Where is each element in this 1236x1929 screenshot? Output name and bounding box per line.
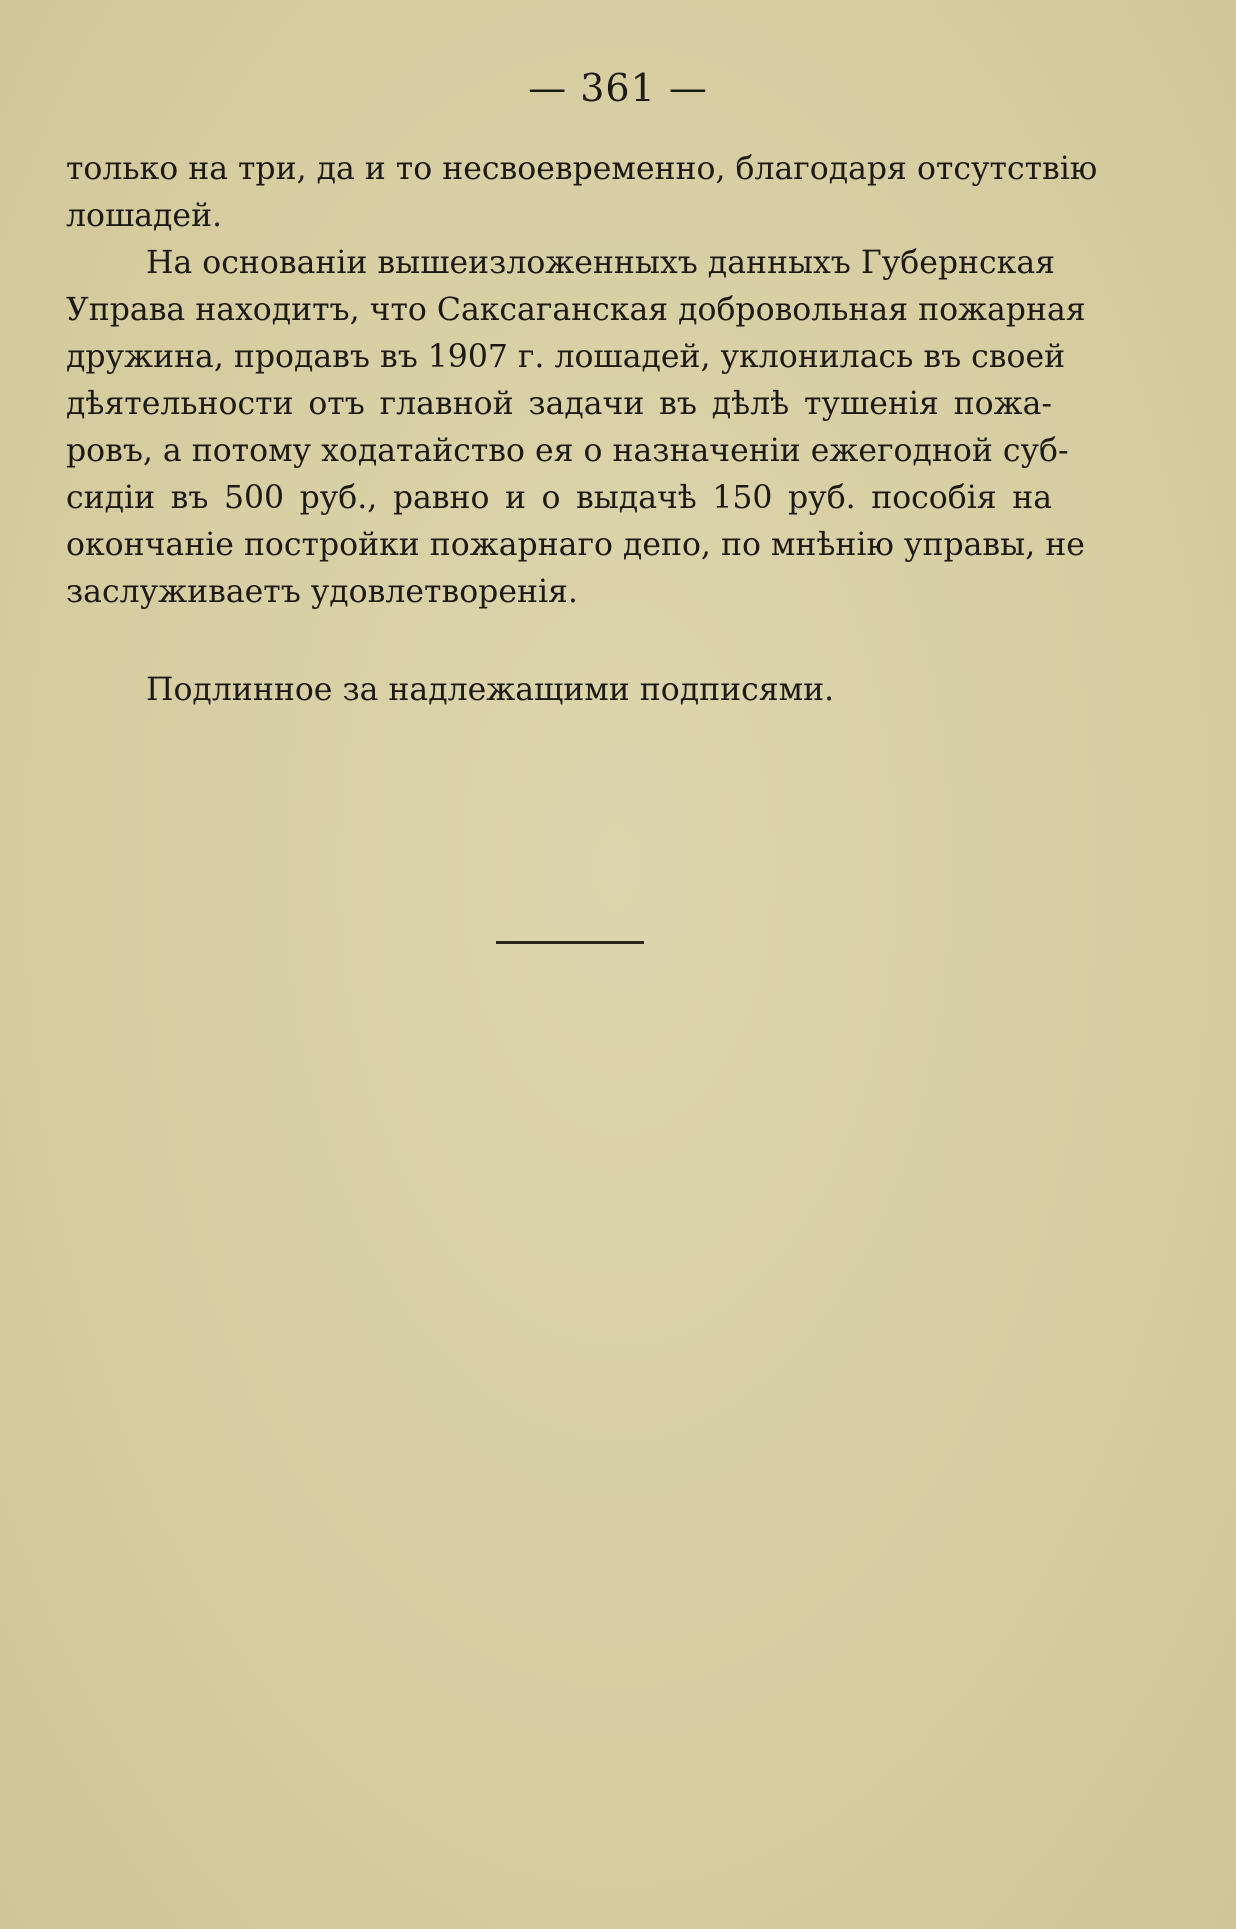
text-line: только на три, да и то несвоевременно, благодаря отсутствію bbox=[66, 151, 1098, 187]
text-line: дѣятельности отъ главной задачи въ дѣлѣ тушенія пожа- bbox=[66, 386, 1052, 422]
text-line: сидіи въ 500 руб., равно и о выдачѣ 150 руб. пособія на bbox=[66, 480, 1052, 516]
text-line: дружина, продавъ въ 1907 г. лошадей, уклонилась въ своей bbox=[66, 339, 1066, 375]
text-line: окончаніе постройки пожарнаго депо, по мнѣнію управы, не bbox=[66, 527, 1085, 563]
signature-note: Подлинное за надлежащими подписями. bbox=[146, 672, 835, 708]
page-number: — 361 — bbox=[528, 66, 708, 110]
text-line: ровъ, а потому ходатайство ея о назначеніи ежегодной суб- bbox=[66, 433, 1069, 469]
body-text bbox=[66, 146, 1098, 616]
text-line: Управа находитъ, что Саксаганская добровольная пожарная bbox=[66, 292, 1086, 328]
paragraph-first-line: На основаніи вышеизложенныхъ данныхъ Губернская bbox=[146, 245, 1055, 281]
horizontal-rule bbox=[496, 941, 644, 944]
text-line: лошадей. bbox=[66, 198, 223, 234]
text-line: заслуживаетъ удовлетворенія. bbox=[66, 574, 578, 610]
